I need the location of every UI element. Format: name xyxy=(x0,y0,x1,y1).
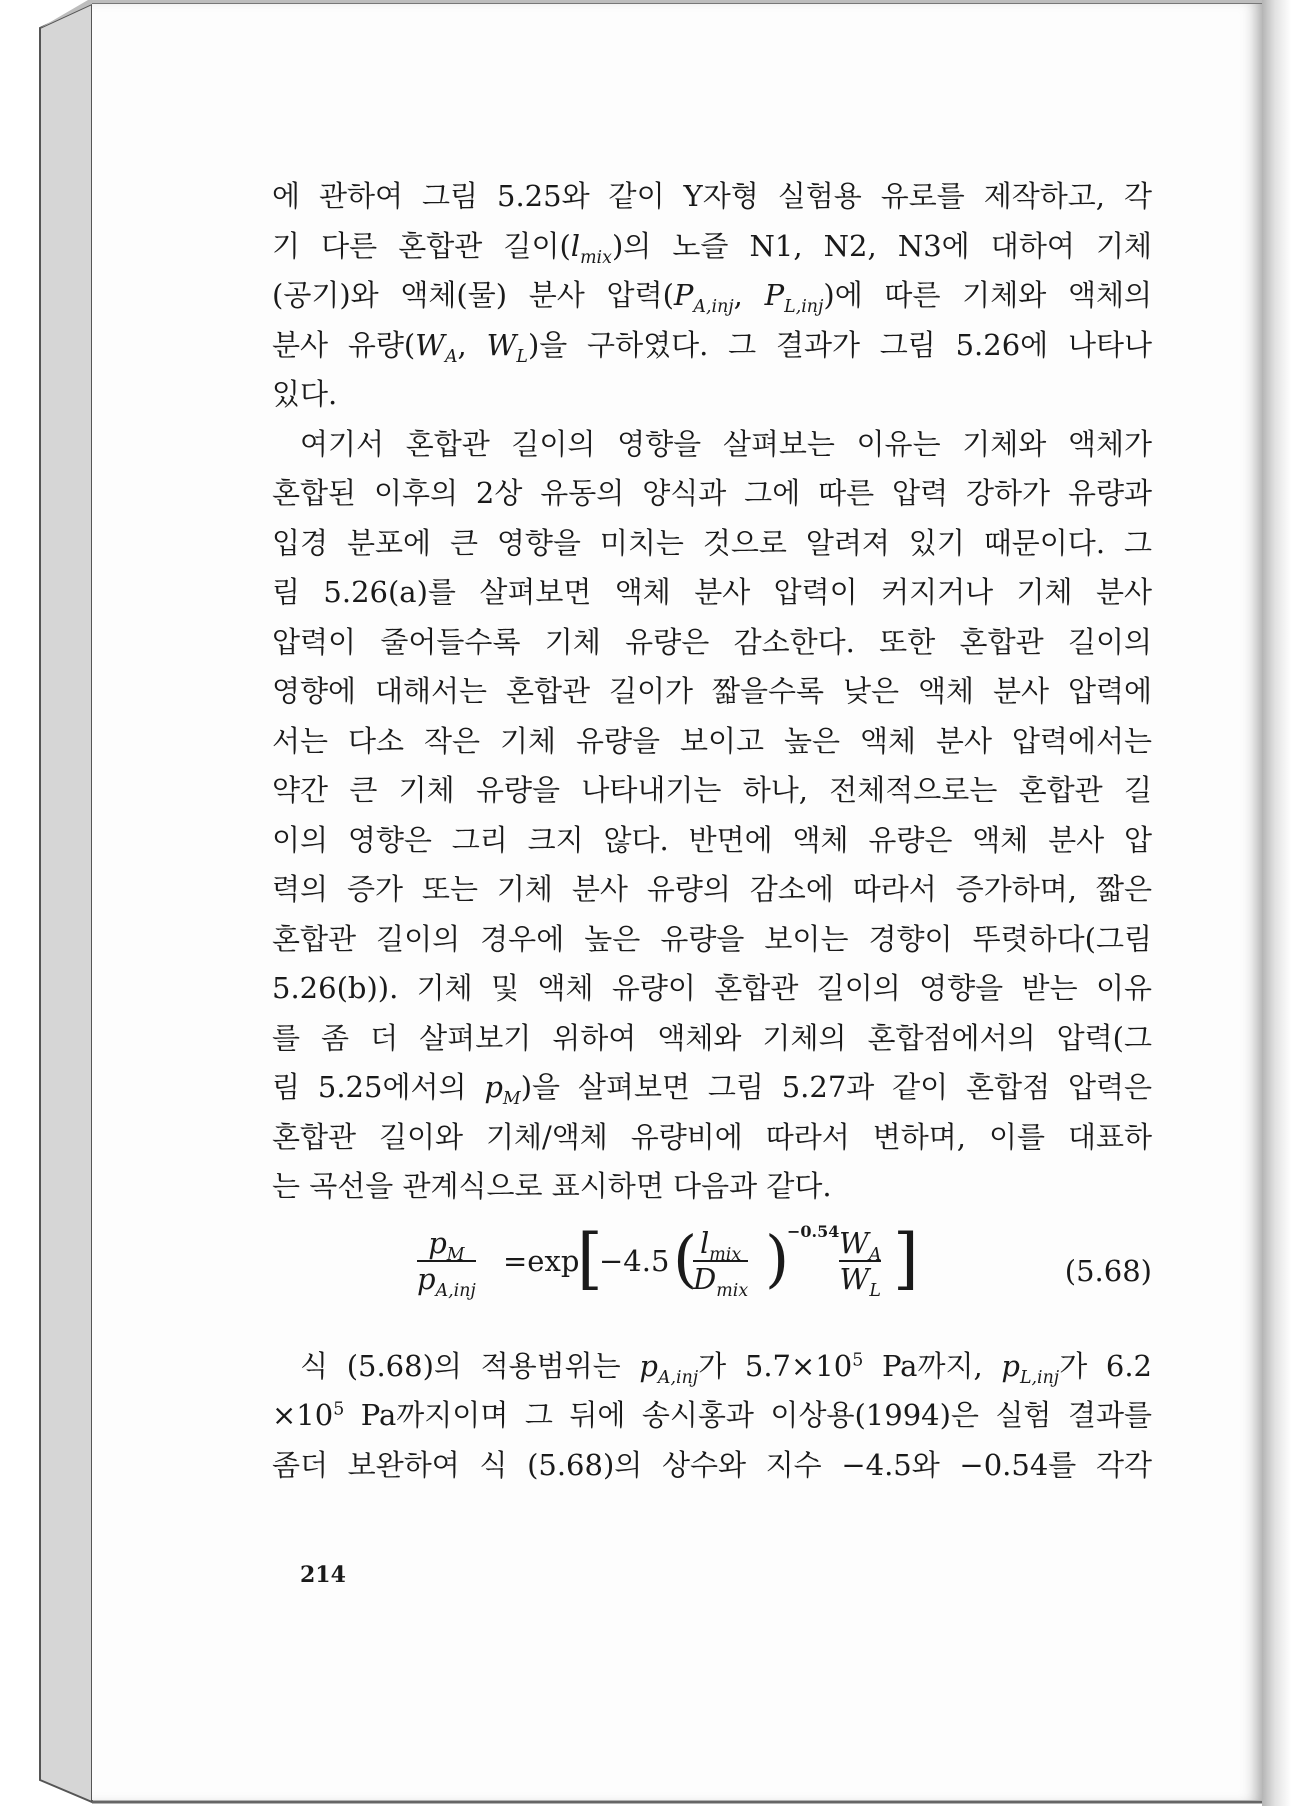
text-line: 를 좀 더 살펴보기 위하여 액체와 기체의 혼합점에서의 압력(그 xyxy=(272,1020,1152,1055)
left-paren: ( xyxy=(673,1221,698,1295)
inner-fraction: $l_{mix}$ $D_{mix}$ xyxy=(693,1225,749,1301)
text-line: 영향에 대해서는 혼합관 길이가 짧을수록 낮은 액체 분사 압력에 xyxy=(272,674,1152,708)
text-line: 서는 다소 작은 기체 유량을 보이고 높은 액체 분사 압력에서는 xyxy=(272,723,1152,758)
lhs-fraction: $p_M$ $p_{A,inj}$ xyxy=(417,1225,476,1301)
text-line: 있다. xyxy=(272,377,338,411)
equation-5-68 xyxy=(272,1216,1152,1336)
body-text xyxy=(272,172,1152,1490)
equation-number: (5.68) xyxy=(1064,1253,1152,1288)
exp-function: =exp xyxy=(503,1243,580,1278)
coefficient: −4.5 xyxy=(599,1243,670,1278)
text-line: 혼합된 이후의 2상 유동의 양식과 그에 따른 압력 강하가 유량과 xyxy=(272,476,1152,510)
text-line: 혼합관 길이와 기체/액체 유량비에 따라서 변하며, 이를 대표하 xyxy=(272,1119,1152,1154)
left-bracket: [ xyxy=(577,1219,603,1297)
text-line: 압력이 줄어들수록 기체 유량은 감소한다. 또한 혼합관 길이의 xyxy=(272,624,1152,659)
text-line: 입경 분포에 큰 영향을 미치는 것으로 알려져 있기 때문이다. 그 xyxy=(272,525,1152,560)
text-line: 력의 증가 또는 기체 분사 유량의 감소에 따라서 증가하며, 짧은 xyxy=(272,872,1152,906)
page-number: 214 xyxy=(300,1562,346,1588)
text-line: (공기)와 액체(물) 분사 압력($P_{A,inj}$, $P_{L,inj}$)에 따른 기체와 액체의 xyxy=(272,278,1152,317)
right-bracket: ] xyxy=(893,1219,919,1297)
text-line: 약간 큰 기체 유량을 나타내기는 하나, 전체적으로는 혼합관 길 xyxy=(272,773,1152,807)
text-line: 좀더 보완하여 식 (5.68)의 상수와 지수 −4.5와 −0.54를 각각 xyxy=(272,1447,1152,1482)
ratio-fraction: $W_A$ $W_L$ xyxy=(839,1225,882,1301)
text-line: 림 5.25에서의 $p_M$)을 살펴보면 그림 5.27과 같이 혼합점 압력은 xyxy=(272,1070,1152,1109)
text-line: 는 곡선을 관계식으로 표시하면 다음과 같다. xyxy=(272,1169,832,1203)
text-line: 기 다른 혼합관 길이$(l_{mix})$의 노즐 N1, N2, N3에 대하여 기체 xyxy=(272,228,1152,268)
text-line: 분사 유량($W_A$, $W_L$)을 구하였다. 그 결과가 그림 5.26에 나타나 xyxy=(272,327,1153,367)
text-line: 이의 영향은 그리 크지 않다. 반면에 액체 유량은 액체 분사 압 xyxy=(272,822,1152,857)
text-line: 여기서 혼합관 길이의 영향을 살펴보는 이유는 기체와 액체가 xyxy=(300,426,1152,461)
text-line: 식 (5.68)의 적용범위는 $p_{A,inj}$가 $5.7\times 10^5$ Pa까지, $p_{L,inj}$가 6.2 xyxy=(300,1348,1152,1388)
text-line: 혼합관 길이의 경우에 높은 유량을 보이는 경향이 뚜렷하다(그림 xyxy=(272,921,1152,956)
text-line: $\times 10^5$ Pa까지이며 그 뒤에 송시홍과 이상용(1994)은 실험 결과를 xyxy=(272,1398,1152,1432)
text-line: 5.26(b)). 기체 및 액체 유량이 혼합관 길이의 영향을 받는 이유 xyxy=(272,971,1152,1005)
text-line: 림 5.26(a)를 살펴보면 액체 분사 압력이 커지거나 기체 분사 xyxy=(272,575,1152,609)
right-paren: ) xyxy=(765,1221,790,1295)
text-line: 에 관하여 그림 5.25와 같이 Y자형 실험용 유로를 제작하고, 각 xyxy=(272,179,1152,213)
page-right-shadow xyxy=(1262,0,1291,1806)
exponent: −0.54 xyxy=(787,1221,840,1241)
